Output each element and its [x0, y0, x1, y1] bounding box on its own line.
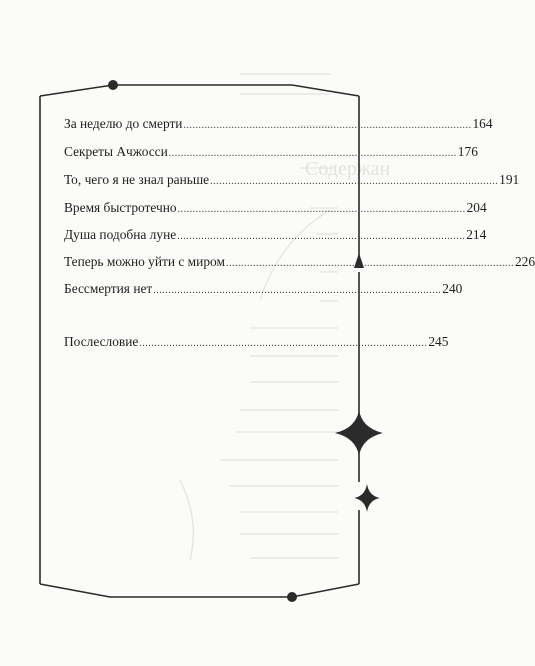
toc-entry-afterword[interactable]	[64, 333, 449, 350]
toc-entry-title: Бессмертия нет	[64, 281, 153, 296]
leader-dots: ................................................................................................	[210, 176, 499, 187]
toc-entry[interactable]	[64, 280, 463, 297]
toc-entry-page: 240	[442, 281, 463, 296]
toc-entry-title: Секреты Ачжосси	[64, 144, 168, 159]
toc-entry-page: 164	[472, 116, 493, 131]
leader-dots: ................................................................................................	[177, 231, 466, 242]
four-point-star-icon	[354, 484, 380, 512]
circle-dot-icon	[287, 592, 297, 602]
toc-entry-page: 191	[499, 172, 520, 187]
toc-entry-page: 176	[457, 144, 478, 159]
toc-entry[interactable]	[64, 199, 487, 216]
toc-entry[interactable]	[64, 143, 478, 160]
toc-entry[interactable]	[64, 253, 535, 270]
toc-entry[interactable]	[64, 171, 520, 188]
toc-entry-title: То, чего я не знал раньше	[64, 172, 210, 187]
toc-entry-page: 245	[428, 334, 449, 349]
leader-dots: ................................................................................................	[168, 148, 457, 159]
toc-entry-page: 226	[514, 254, 535, 269]
leader-dots: ................................................................................................	[225, 258, 514, 269]
leader-dots: ................................................................................................	[139, 338, 428, 349]
circle-dot-icon	[108, 80, 118, 90]
toc-entry-page: 204	[466, 200, 487, 215]
toc-entry[interactable]	[64, 226, 487, 243]
leader-dots: ................................................................................................	[183, 120, 472, 131]
leader-dots: ................................................................................................	[153, 285, 442, 296]
leader-dots: ................................................................................................	[177, 204, 466, 215]
toc-entry-page: 214	[466, 227, 487, 242]
toc-entry-title: Теперь можно уйти с миром	[64, 254, 225, 269]
toc-entry-title: За неделю до смерти	[64, 116, 183, 131]
toc-entry-title: Время быстротечно	[64, 200, 177, 215]
four-point-star-icon	[335, 410, 383, 456]
toc-entry[interactable]	[64, 115, 493, 132]
toc-entry-title: Послесловие	[64, 334, 139, 349]
toc-entry-title: Душа подобна луне	[64, 227, 177, 242]
svg-text:Содержан: Содержан	[305, 158, 391, 180]
